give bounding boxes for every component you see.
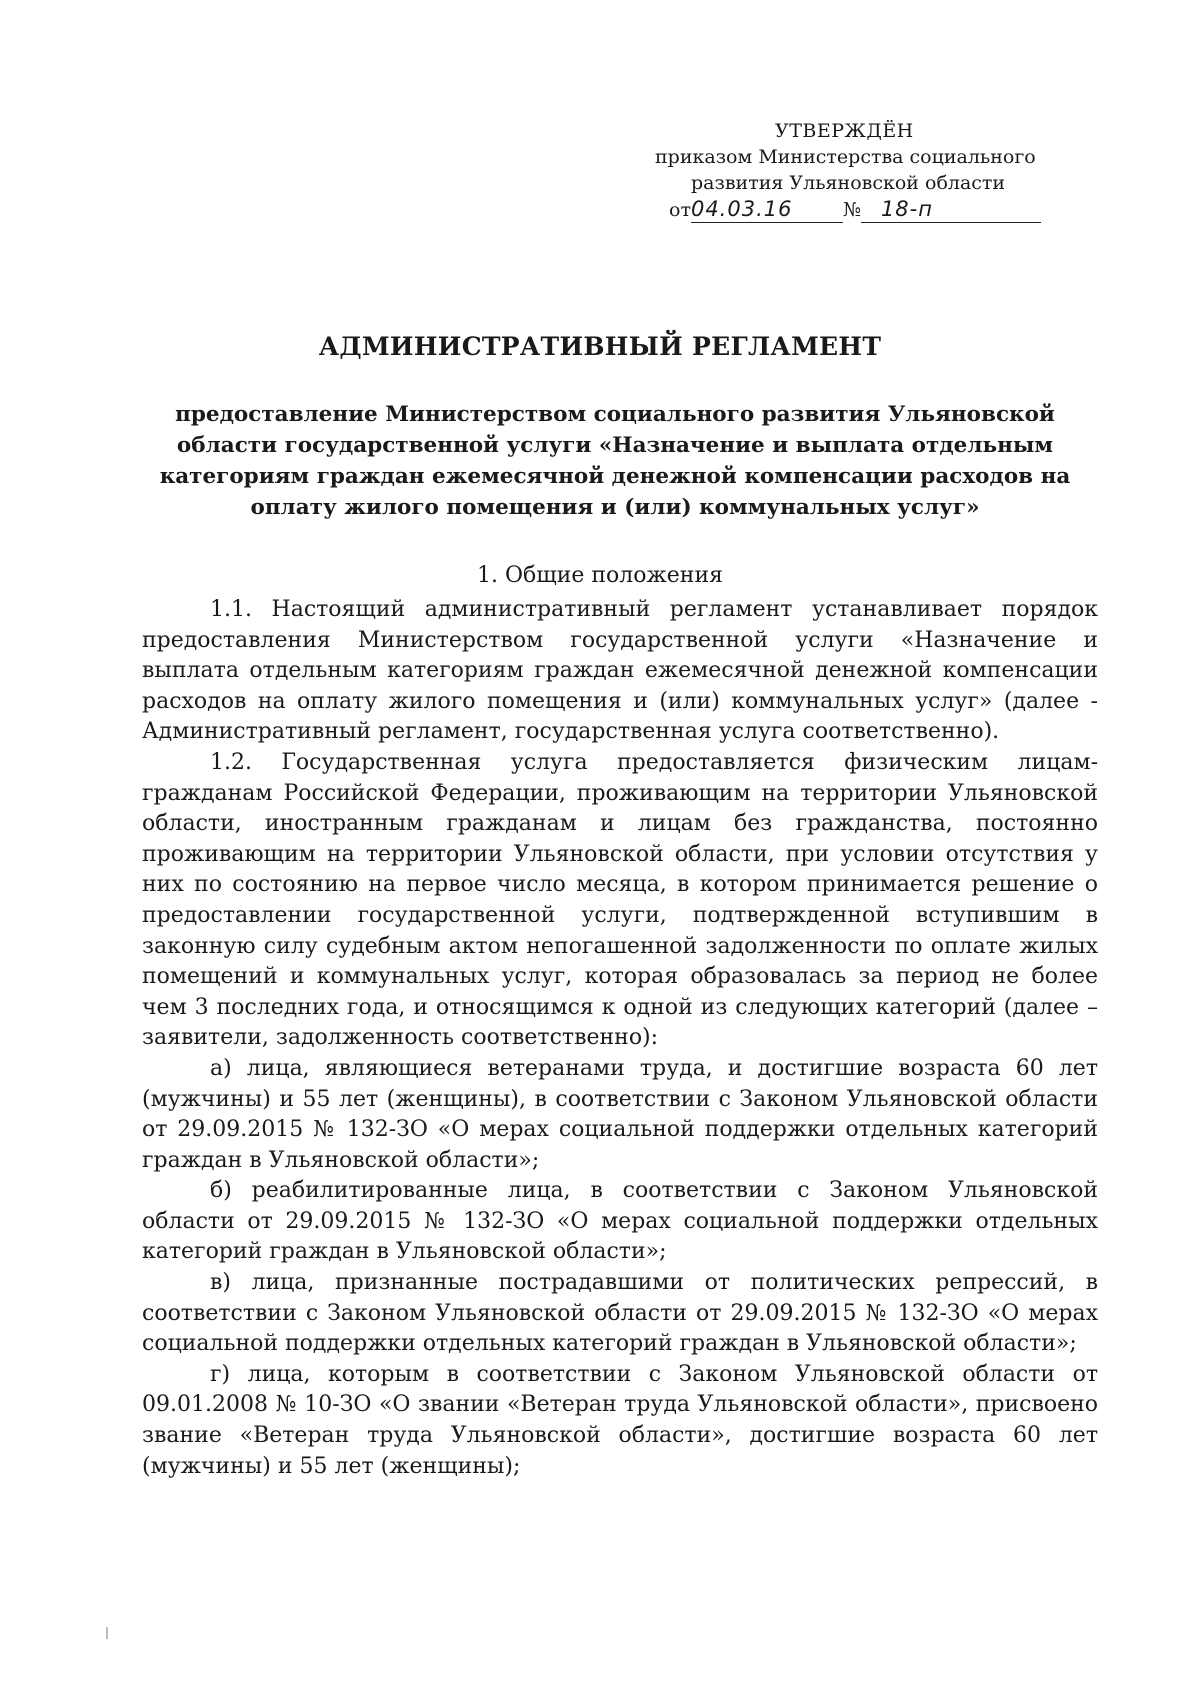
document-title: АДМИНИСТРАТИВНЫЙ РЕГЛАМЕНТ <box>318 332 882 361</box>
handwritten-date: 04.03.16 <box>691 196 843 223</box>
approval-order-line: приказом Министерства социального <box>655 146 1036 168</box>
scan-artifact <box>106 1627 108 1639</box>
date-prefix: от <box>669 199 691 221</box>
list-item-a: а) лица, являющиеся ветеранами труда, и достигшие возраста 60 лет (мужчины) и 55 лет (женщины), в соответствии с Законом Ульяновской области от 29.09.2015 № 132-ЗО «О мерах социальной поддержки отдельных категорий граждан в Ульяновской области»; <box>142 1055 1098 1173</box>
document-subtitle: предоставление Министерством социального развития Ульяновской области государственной услуги «Назначение и выплата отдельным категориям граждан ежемесячной денежной компенсации расходов на оплату жилого помещения и (или) коммунальных услуг» <box>159 402 1071 520</box>
approval-date-number-line <box>655 196 1055 223</box>
paragraph-1-1: 1.1. Настоящий административный регламент устанавливает порядок предоставления Министерством государственной услуги «Назначение и выплата отдельным категориям граждан ежемесячной денежной компенсации расходов на оплату жилого помещения и (или) коммунальных услуг» (далее - Административный регламент, государственная услуга соответственно). <box>142 597 1098 745</box>
approval-heading: УТВЕРЖДЁН <box>775 120 914 142</box>
approval-stamp-block <box>655 118 1055 223</box>
paragraph-1-2: 1.2. Государственная услуга предоставляется физическим лицам-гражданам Российской Федерации, проживающим на территории Ульяновской области, иностранным гражданам и лицам без гражданства, постоянно проживающим на территории Ульяновской области, при условии отсутствия у них по состоянию на первое число месяца, в котором принимается решение о предоставлении государственной услуги, подтвержденной вступившим в законную силу судебным актом непогашенной задолженности по оплате жилых помещений и коммунальных услуг, которая образовалась за период не более чем 3 последних года, и относящимся к одной из следующих категорий (далее – заявители, задолженность соответственно): <box>142 749 1098 1051</box>
list-item-b: б) реабилитированные лица, в соответствии с Законом Ульяновской области от 29.09.2015 № 132-ЗО «О мерах социальной поддержки отдельных категорий граждан в Ульяновской области»; <box>142 1178 1098 1265</box>
approval-ministry-line: развития Ульяновской области <box>691 172 1006 194</box>
section-heading: 1. Общие положения <box>477 563 723 588</box>
section-body <box>142 595 1098 1482</box>
list-item-v: в) лица, признанные пострадавшими от политических репрессий, в соответствии с Законом Ульяновской области от 29.09.2015 № 132-ЗО «О мерах социальной поддержки отдельных категорий граждан в Ульяновской области»; <box>142 1270 1098 1357</box>
number-label: № <box>842 199 861 221</box>
list-item-g: г) лица, которым в соответствии с Законом Ульяновской области от 09.01.2008 № 10-ЗО «О звании «Ветеран труда Ульяновской области», присвоено звание «Ветеран труда Ульяновской области», достигшие возраста 60 лет (мужчины) и 55 лет (женщины); <box>142 1361 1098 1479</box>
handwritten-number: 18-п <box>861 196 1041 223</box>
